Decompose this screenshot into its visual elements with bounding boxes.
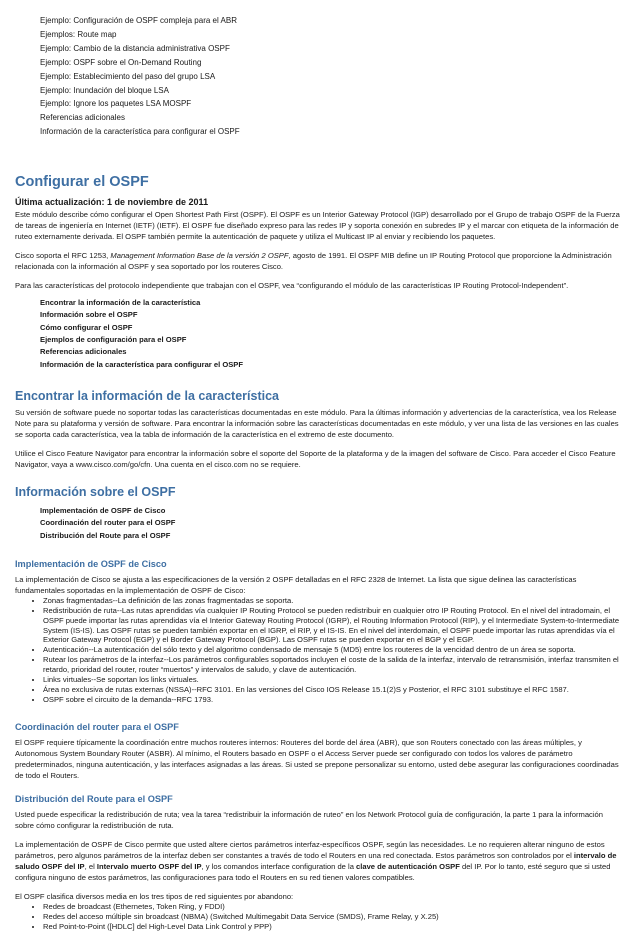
list-item: • Autenticación--La autenticación del sólo texto y del algoritmo condensado de mensaje 5 (MD5) entre los routeres de la vencidad dentro de un área se soporta.: [43, 645, 623, 655]
list-item: • Rutear los parámetros de la interfaz--Los parámetros configurables soportados incluyen el coste de la salida de la interfaz, intervalo de retransmisión, interfaz transmiten el retardo, prioridad del router, router “muertos” y intervalos de saludo, y clave de autenticación.: [43, 655, 623, 675]
cmd-dead-interval: Intervalo muerto OSPF del IP: [96, 861, 202, 871]
link-route-distribution[interactable]: Distribución del Route para el OSPF: [40, 530, 171, 540]
list-item: • Redes de broadcast (Ethernetes, Token Ring, y FDDI): [43, 902, 623, 912]
link-router-coordination[interactable]: Coordinación del router para el OSPF: [40, 518, 176, 528]
network-type-list: [15, 902, 623, 932]
link-example-route-map[interactable]: Ejemplos: Route map: [40, 29, 117, 39]
link-example-lsa-group-pacing[interactable]: Ejemplo: Establecimiento del paso del grupo LSA: [40, 71, 216, 81]
heading-feature-info: Encontrar la información de la característica: [15, 388, 279, 403]
link-additional-refs[interactable]: Referencias adicionales: [40, 347, 127, 357]
cisco-impl-paragraph: La implementación de Cisco se ajusta a las especificaciones de la versión 2 OSPF detalladas en el RFC 2328 de Internet. La lista que sigue delinea las características fundamentales soportadas en la implementación de OSPF de Cisco:: [15, 574, 577, 595]
link-additional-references[interactable]: Referencias adicionales: [40, 113, 125, 123]
route-dist-p2-text: , y los comandos interface configuration de la: [201, 861, 357, 871]
heading-about-ospf: Información sobre el OSPF: [15, 484, 176, 499]
intro-p2-start: Cisco soporta el RFC 1253,: [15, 251, 111, 261]
intro-paragraph-1: Este módulo describe cómo configurar el Open Shortest Path First (OSPF). El OSPF es un Interior Gateway Protocol (IGP) desarrollado por el Grupo de trabajo OSPF de la Fuerza de tareas de ingeniería en Internet (IETF) (IETF). El OSPF fue diseñado expreso para las redes IP y soporta conexión en subredes IP y el marcar con etiqueta de la información de ruteo externamente derivada. El OSPF también permite la autenticación de paquete y utiliza el Multicast IP al enviar y recibiendo los paquetes.: [15, 210, 620, 242]
list-item: • Redes del acceso múltiple sin broadcast (NBMA) (Switched Multimegabit Data Service (SMDS), Frame Relay, y X.25): [43, 912, 623, 922]
link-config-examples[interactable]: Ejemplos de configuración para el OSPF: [40, 335, 187, 345]
link-example-ignore-mospf[interactable]: Ejemplo: Ignore los paquetes LSA MOSPF: [40, 99, 192, 109]
link-example-admin-distance[interactable]: Ejemplo: Cambio de la distancia administrativa OSPF: [40, 43, 230, 53]
link-example-on-demand[interactable]: Ejemplo: OSPF sobre el On-Demand Routing: [40, 57, 202, 67]
link-how-to-configure[interactable]: Cómo configurar el OSPF: [40, 322, 133, 332]
route-dist-p2-text: del IP. Por lo tanto, esté seguro que si usted configura ninguno de estos parámetros, las configuraciones para todo el Routers en su red tienen valores compatibles.: [15, 861, 611, 882]
link-cisco-implementation[interactable]: Implementación de OSPF de Cisco: [40, 505, 166, 515]
document-page: [0, 14, 638, 932]
route-dist-paragraph-3: El OSPF clasifica diversos media en los tres tipos de red siguientes por abandono:: [15, 891, 294, 901]
router-coord-paragraph: El OSPF requiere típicamente la coordinación entre muchos routeres internos: Routeres del borde del área (ABR), que son Routers conectado con las áreas múltiples, y Autonomous System Boundary Router (ASBR). Al mínimo, el Routers basado en OSPF o el Access Server puede ser configurado con todos los valores de parámetro predeterminados, ninguna autenticación, y las interfaces asignadas a las áreas. Si usted se prepone personalizar su entorno, usted debe asegurar las configuraciones coordinadas de todo el Routers.: [15, 737, 619, 780]
section-link-list: [40, 297, 623, 371]
intro-paragraph-3: Para las características del protocolo independiente que trabajan con el OSPF, vea “configurando el módulo de las características IP Routing Protocol-Independent”.: [15, 281, 569, 291]
page-title: Configurar el OSPF: [15, 174, 149, 191]
list-item: • Links virtuales--Se soportan los links virtuales.: [43, 675, 623, 685]
link-info-about-ospf[interactable]: Información sobre el OSPF: [40, 310, 138, 320]
feature-info-paragraph-2: Utilice el Cisco Feature Navigator para encontrar la información sobre el soporte del Soporte de la plataforma y de la imagen del software de Cisco. Para acceder el Cisco Feature Navigator, vaya a www.cisco.com/go/cfn. Una cuenta en el cisco.com no se requiere.: [15, 448, 616, 469]
cisco-impl-feature-list: [15, 596, 623, 705]
list-item: • OSPF sobre el circuito de la demanda--RFC 1793.: [43, 695, 623, 705]
list-item: • Redistribución de ruta--Las rutas aprendidas vía cualquier IP Routing Protocol se pueden redistribuir en cualquier otro IP Routing Protocol. En el nivel del intradomain, el OSPF puede importar las rutas aprendidas vía el Interior Gateway Routing Protocol (IGRP), el Routing Information Protocol (RIP), y el Intermediate System-to-Intermediate System (IS-IS). Las OSPF rutas se pueden también exportar en el IGRP, el RIP, y el IS-IS. En el nivel del interdomain, el OSPF puede importar las rutas aprendidas vía el Exterior Gateway Protocol (EGP) y el Border Gateway Protocol (BGP). Las OSPF rutas se pueden exportar en el BGP y el EGP.: [43, 606, 623, 646]
cmd-authentication-key: clave de autenticación OSPF: [356, 861, 460, 871]
last-updated: Última actualización: 1 de noviembre de 2011: [15, 197, 209, 208]
route-dist-p2-text: , el: [84, 861, 97, 871]
example-link-list: [40, 14, 623, 139]
route-dist-paragraph-2: [15, 839, 623, 883]
list-item: • Zonas fragmentadas--La definición de las zonas fragmentadas se soporta.: [43, 596, 623, 606]
heading-router-coordination: Coordinación del router para el OSPF: [15, 721, 179, 732]
route-dist-paragraph-1: Usted puede especificar la redistribución de ruta; vea la tarea “redistribuir la información de ruteo” en los Network Protocol guía de configuración, la parte 1 para la información sobre cómo configurar la redistribución de ruta.: [15, 809, 603, 830]
list-item: • Área no exclusiva de rutas externas (NSSA)--RFC 3101. En las versiones del Cisco IOS Release 15.1(2)S y Posterior, el RFC 3101 substituye el RFC 1587.: [43, 685, 623, 695]
link-example-abr[interactable]: Ejemplo: Configuración de OSPF compleja para el ABR: [40, 16, 237, 25]
cmd-hello-interval: intervalo de saludo OSPF del IP: [15, 850, 617, 871]
intro-p2-end: , agosto de 1991. El OSPF MIB define un IP Routing Protocol que proporcione la Administración relacionada con la información al OSPF y sea soportado por los routeres Cisco.: [15, 251, 612, 272]
list-item: • Red Point-to-Point ([HDLC] del High-Level Data Link Control y PPP): [43, 922, 623, 932]
route-dist-p2-text: La implementación de OSPF de Cisco permite que usted altere ciertos parámetros interfaz-específicos OSPF, según las necesidades. Le no requieren alterar ninguno de estos parámetros, pero algunos parámetros de la interfaz deben ser constantes a través de todo el Routers en una red conectada. Estos parámetros son controlados por el: [15, 839, 605, 860]
intro-paragraph-2: [15, 250, 623, 272]
link-feature-info-table[interactable]: Información de la característica para configurar el OSPF: [40, 359, 243, 369]
about-link-list: [40, 505, 623, 542]
link-example-lsa-flooding[interactable]: Ejemplo: Inundación del bloque LSA: [40, 85, 169, 95]
heading-cisco-implementation: Implementación de OSPF de Cisco: [15, 558, 167, 569]
mib-title: Management Information Base de la versión 2 OSPF: [110, 251, 289, 261]
heading-route-distribution: Distribución del Route para el OSPF: [15, 793, 173, 804]
link-feature-information[interactable]: Información de la característica para configurar el OSPF: [40, 127, 240, 137]
feature-info-paragraph-1: Su versión de software puede no soportar todas las características documentadas en este módulo. Para la últimas información y advertencias de la característica, vea los Release Note para su plataforma y versión de software. Para encontrar la información sobre las características documentadas en este módulo, y ver una lista de las versiones en las cuales se soporta cada característica, vea la tabla de información de la característica en el extremo de este documento.: [15, 407, 619, 439]
link-finding-feature-info[interactable]: Encontrar la información de la característica: [40, 298, 201, 308]
